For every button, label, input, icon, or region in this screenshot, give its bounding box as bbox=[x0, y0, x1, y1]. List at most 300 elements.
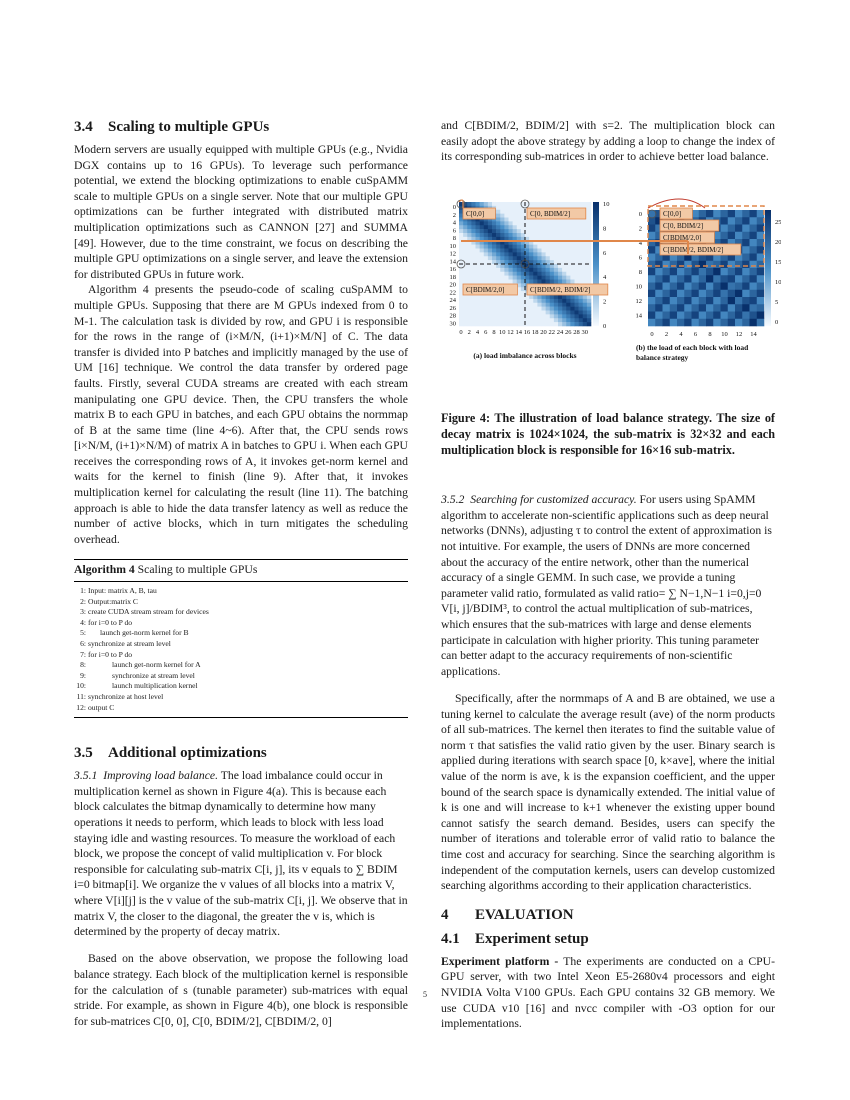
heatmap-cell bbox=[480, 280, 484, 284]
heatmap-cell bbox=[509, 225, 513, 229]
heatmap-cell bbox=[579, 314, 583, 318]
heatmap-cell bbox=[692, 283, 700, 291]
paragraph-tuning-kernel: Specifically, after the normmaps of A and B are obtained, we use a tuning kernel to calculate the average result (ave) of the norm products of all sub-matrices. The kernel then iterates to find the suitable value of norm τ that satisfies the valid ratio given by the user. Binary search is applied during iterations with search space [0, k×ave], where the initial value of the norm is ave, k is the expansion coefficient, and the upper bound of the search space is dynamically extended. The initial value of k is one and will increase to k+1 whenever the existing upper bound cannot satisfy the search demand. Besides, users can specify the number of iterations and tolerable error of valid ratio to balance the time cost and accuracy for searching. Since the searching algorithm is independent of the computation kernels, users can develop customized searching algorithms according to their application characteristics. bbox=[441, 692, 775, 893]
heatmap-cell bbox=[699, 304, 707, 312]
heatmap-cell bbox=[509, 276, 513, 280]
y-tick-label: 6 bbox=[638, 254, 642, 262]
heatmap-cell bbox=[517, 276, 521, 280]
heatmap-cell bbox=[476, 229, 480, 233]
heatmap-cell bbox=[492, 225, 496, 229]
right-column-lower bbox=[441, 410, 775, 1032]
heatmap-cell bbox=[742, 297, 750, 305]
heatmap-cell bbox=[509, 307, 513, 311]
x-tick-label: 8 bbox=[492, 329, 496, 336]
heatmap-cell bbox=[587, 221, 591, 225]
heatmap-cell bbox=[471, 221, 475, 225]
heatmap-cell bbox=[757, 290, 765, 298]
heatmap-cell bbox=[562, 295, 566, 299]
heatmap-cell bbox=[579, 225, 583, 229]
heatmap-cell bbox=[504, 272, 508, 276]
heatmap-cell bbox=[504, 249, 508, 253]
heatmap-cell bbox=[537, 221, 541, 225]
algorithm-line bbox=[74, 671, 408, 682]
section-heading-4-1 bbox=[441, 930, 775, 948]
heatmap-cell bbox=[542, 249, 546, 253]
heatmap-cell bbox=[480, 225, 484, 229]
heatmap-cell bbox=[742, 290, 750, 298]
heatmap-cell bbox=[663, 297, 671, 305]
heatmap-cell bbox=[533, 225, 537, 229]
heatmap-cell bbox=[562, 268, 566, 272]
heatmap-cell bbox=[648, 225, 656, 233]
heatmap-cell bbox=[480, 314, 484, 318]
heatmap-cell bbox=[467, 276, 471, 280]
heatmap-cell bbox=[463, 299, 467, 303]
heatmap-cell bbox=[728, 225, 736, 233]
heatmap-cell bbox=[546, 307, 550, 311]
x-tick-label: 18 bbox=[532, 329, 539, 336]
heatmap-cell bbox=[488, 233, 492, 237]
heatmap-cell bbox=[471, 252, 475, 256]
heatmap-cell bbox=[476, 303, 480, 307]
heatmap-cell bbox=[742, 225, 750, 233]
heatmap-cell bbox=[587, 272, 591, 276]
heatmap-cell bbox=[488, 299, 492, 303]
heatmap-cell bbox=[721, 261, 729, 269]
heatmap-cell bbox=[492, 303, 496, 307]
heatmap-cell bbox=[648, 254, 656, 262]
heatmap-cell bbox=[504, 280, 508, 284]
y-tick-label: 0 bbox=[452, 204, 456, 211]
heatmap-cell bbox=[517, 229, 521, 233]
heatmap-cell bbox=[463, 295, 467, 299]
heatmap-cell bbox=[513, 202, 517, 206]
x-tick-label: 16 bbox=[523, 329, 531, 336]
heatmap-cell bbox=[575, 307, 579, 311]
heatmap-cell bbox=[459, 252, 463, 256]
heatmap-cell bbox=[484, 318, 488, 322]
heatmap-cell bbox=[570, 245, 574, 249]
heatmap-cell bbox=[562, 272, 566, 276]
heatmap-cell bbox=[562, 276, 566, 280]
heatmap-cell bbox=[728, 232, 736, 240]
heatmap-cell bbox=[566, 280, 570, 284]
heatmap-cell bbox=[463, 318, 467, 322]
heatmap-cell bbox=[757, 304, 765, 312]
heatmap-cell bbox=[713, 261, 721, 269]
heatmap-cell bbox=[558, 229, 562, 233]
heatmap-cell bbox=[484, 221, 488, 225]
heatmap-cell bbox=[558, 303, 562, 307]
x-tick-label: 8 bbox=[708, 331, 712, 338]
x-tick-label: 24 bbox=[556, 329, 564, 336]
heatmap-cell bbox=[550, 303, 554, 307]
heatmap-cell bbox=[517, 318, 521, 322]
heatmap-cell bbox=[517, 256, 521, 260]
heatmap-cell bbox=[570, 233, 574, 237]
line-number: 2: bbox=[80, 596, 86, 606]
heatmap-cell bbox=[579, 264, 583, 268]
heatmap-cell bbox=[484, 272, 488, 276]
x-tick-label: 22 bbox=[548, 329, 555, 336]
heatmap-cell bbox=[517, 252, 521, 256]
heatmap-cell bbox=[558, 233, 562, 237]
matrix-tag: C[BDIM/2, BDIM/2] bbox=[663, 246, 724, 254]
heatmap-cell bbox=[579, 272, 583, 276]
heatmap-cell bbox=[546, 233, 550, 237]
heatmap-cell bbox=[463, 229, 467, 233]
heatmap-cell bbox=[496, 299, 500, 303]
x-tick-label: 2 bbox=[664, 331, 669, 338]
heatmap-cell bbox=[533, 268, 537, 272]
subfigure-caption-a: (a) load imbalance across blocks bbox=[473, 351, 577, 360]
heatmap-cell bbox=[484, 252, 488, 256]
heatmap-cell bbox=[537, 256, 541, 260]
heatmap-cell bbox=[721, 217, 729, 225]
heatmap-cell bbox=[480, 229, 484, 233]
heatmap-cell bbox=[509, 272, 513, 276]
heatmap-cell bbox=[480, 303, 484, 307]
heatmap-cell bbox=[471, 303, 475, 307]
heatmap-cell bbox=[513, 256, 517, 260]
heatmap-cell bbox=[583, 299, 587, 303]
heatmap-cell bbox=[509, 264, 513, 268]
section-title: Additional optimizations bbox=[108, 745, 267, 762]
heatmap-cell bbox=[648, 297, 656, 305]
heatmap-cell bbox=[513, 221, 517, 225]
heatmap-cell bbox=[537, 268, 541, 272]
heatmap-cell bbox=[558, 295, 562, 299]
heatmap-cell bbox=[492, 299, 496, 303]
figure-4 bbox=[441, 196, 781, 366]
heatmap-cell bbox=[648, 283, 656, 291]
heatmap-cell bbox=[492, 311, 496, 315]
heatmap-cell bbox=[554, 272, 558, 276]
heatmap-cell bbox=[509, 210, 513, 214]
y-tick-label: 14 bbox=[449, 258, 456, 266]
heatmap-cell bbox=[504, 295, 508, 299]
heatmap-cell bbox=[670, 297, 678, 305]
line-number: 5: bbox=[80, 628, 86, 638]
heatmap-cell bbox=[648, 319, 656, 327]
line-text: output C bbox=[88, 702, 115, 712]
heatmap-cell bbox=[550, 314, 554, 318]
heatmap-cell bbox=[670, 283, 678, 291]
heatmap-cell bbox=[500, 206, 504, 210]
heatmap-cell bbox=[537, 276, 541, 280]
heatmap-cell bbox=[533, 221, 537, 225]
algorithm-line bbox=[74, 703, 408, 714]
heatmap-cell bbox=[546, 280, 550, 284]
x-tick-label: 12 bbox=[507, 329, 514, 336]
line-number: 8: bbox=[80, 660, 86, 670]
heatmap-cell bbox=[496, 210, 500, 214]
heatmap-cell bbox=[537, 322, 541, 326]
heatmap-cell bbox=[566, 264, 570, 268]
heatmap-cell bbox=[575, 272, 579, 276]
heatmap-cell bbox=[480, 307, 484, 311]
line-text: synchronize at stream level bbox=[112, 670, 195, 680]
heatmap-cell bbox=[492, 322, 496, 326]
heatmap-cell bbox=[504, 307, 508, 311]
heatmap-cell bbox=[750, 225, 758, 233]
heatmap-cell bbox=[529, 225, 533, 229]
heatmap-cell bbox=[500, 218, 504, 222]
heatmap-cell bbox=[492, 249, 496, 253]
heatmap-cell bbox=[496, 252, 500, 256]
heatmap-cell bbox=[542, 229, 546, 233]
heatmap-cell bbox=[492, 295, 496, 299]
heatmap-cell bbox=[509, 245, 513, 249]
heatmap-cell bbox=[721, 304, 729, 312]
heatmap-cell bbox=[529, 322, 533, 326]
heatmap-cell bbox=[550, 229, 554, 233]
heatmap-cell bbox=[546, 272, 550, 276]
heatmap-cell bbox=[496, 218, 500, 222]
heatmap-cell bbox=[513, 303, 517, 307]
heatmap-cell bbox=[550, 225, 554, 229]
section-title: EVALUATION bbox=[475, 906, 574, 923]
heatmap-cell bbox=[484, 280, 488, 284]
heatmap-cell bbox=[471, 318, 475, 322]
heatmap-cell bbox=[750, 239, 758, 247]
heatmap-cell bbox=[550, 322, 554, 326]
heatmap-cell bbox=[476, 202, 480, 206]
line-text: launch multiplication kernel bbox=[112, 681, 198, 691]
heatmap-cell bbox=[533, 245, 537, 249]
heatmap-cell bbox=[570, 314, 574, 318]
heatmap-cell bbox=[579, 268, 583, 272]
heatmap-cell bbox=[757, 261, 765, 269]
heatmap-cell bbox=[546, 256, 550, 260]
heatmap-cell bbox=[480, 276, 484, 280]
heatmap-cell bbox=[500, 225, 504, 229]
heatmap-cell bbox=[575, 202, 579, 206]
algorithm-line bbox=[74, 692, 408, 703]
heatmap-cell bbox=[742, 319, 750, 327]
heatmap-cell bbox=[463, 256, 467, 260]
heatmap-cell bbox=[742, 239, 750, 247]
algorithm-line bbox=[74, 628, 408, 639]
heatmap-cell bbox=[587, 206, 591, 210]
heatmap-cell bbox=[500, 314, 504, 318]
heatmap-cell bbox=[496, 202, 500, 206]
y-tick-label: 4 bbox=[452, 219, 456, 227]
heatmap-cell bbox=[583, 295, 587, 299]
heatmap-cell bbox=[471, 276, 475, 280]
heatmap-cell bbox=[721, 312, 729, 320]
heatmap-cell bbox=[517, 295, 521, 299]
heatmap-cell bbox=[558, 272, 562, 276]
heatmap-cell bbox=[554, 307, 558, 311]
heatmap-cell bbox=[459, 318, 463, 322]
heatmap-cell bbox=[655, 290, 663, 298]
x-tick-label: 6 bbox=[693, 331, 698, 338]
heatmap-cell bbox=[513, 299, 517, 303]
colorbar-tick-label: 0 bbox=[603, 323, 607, 330]
heatmap-cell bbox=[750, 210, 758, 218]
section-title: Experiment setup bbox=[475, 930, 589, 947]
heatmap-cell bbox=[579, 229, 583, 233]
heatmap-cell bbox=[513, 295, 517, 299]
heatmap-cell bbox=[480, 249, 484, 253]
heatmap-cell bbox=[529, 252, 533, 256]
heatmap-cell bbox=[566, 272, 570, 276]
y-tick-label: 24 bbox=[449, 297, 456, 304]
heatmap-cell bbox=[500, 280, 504, 284]
heatmap-cell bbox=[488, 318, 492, 322]
heatmap-cell bbox=[492, 314, 496, 318]
heatmap-cell bbox=[504, 318, 508, 322]
heatmap-cell bbox=[587, 303, 591, 307]
heatmap-cell bbox=[517, 272, 521, 276]
heatmap-cell bbox=[750, 261, 758, 269]
heatmap-cell bbox=[583, 280, 587, 284]
algorithm-line bbox=[74, 660, 408, 671]
heatmap-cell bbox=[471, 322, 475, 326]
heatmap-cell bbox=[721, 319, 729, 327]
heatmap-cell bbox=[509, 268, 513, 272]
heatmap-cell bbox=[542, 276, 546, 280]
heatmap-cell bbox=[670, 304, 678, 312]
heatmap-cell bbox=[587, 276, 591, 280]
heatmap-cell bbox=[533, 303, 537, 307]
heatmap-cell bbox=[554, 245, 558, 249]
heatmap-cell bbox=[504, 206, 508, 210]
heatmap-cell bbox=[476, 252, 480, 256]
heatmap-cell bbox=[537, 280, 541, 284]
heatmap-cell bbox=[575, 299, 579, 303]
heatmap-cell bbox=[587, 233, 591, 237]
heatmap-cell bbox=[533, 276, 537, 280]
heatmap-cell bbox=[684, 297, 692, 305]
algorithm-title: Scaling to multiple GPUs bbox=[137, 563, 258, 577]
heatmap-cell bbox=[692, 261, 700, 269]
heatmap-cell bbox=[562, 280, 566, 284]
line-text: create CUDA stream stream for devices bbox=[88, 607, 209, 617]
heatmap-cell bbox=[750, 297, 758, 305]
colorbar-tick-label: 25 bbox=[775, 219, 781, 226]
heatmap-cell bbox=[513, 214, 517, 218]
heatmap-cell bbox=[509, 295, 513, 299]
heatmap-cell bbox=[513, 225, 517, 229]
heatmap-cell bbox=[496, 322, 500, 326]
heatmap-cell bbox=[488, 272, 492, 276]
heatmap-cell bbox=[533, 322, 537, 326]
heatmap-cell bbox=[467, 233, 471, 237]
heatmap-cell bbox=[529, 229, 533, 233]
heatmap-cell bbox=[471, 225, 475, 229]
heatmap-cell bbox=[484, 225, 488, 229]
y-tick-label: 0 bbox=[638, 211, 642, 218]
heatmap-cell bbox=[706, 210, 714, 218]
heatmap-cell bbox=[471, 249, 475, 253]
heatmap-cell bbox=[459, 307, 463, 311]
heatmap-cell bbox=[570, 307, 574, 311]
heatmap-cell bbox=[562, 314, 566, 318]
heatmap-cell bbox=[509, 322, 513, 326]
heatmap-cell bbox=[496, 295, 500, 299]
y-tick-label: 18 bbox=[449, 273, 456, 281]
heatmap-cell bbox=[728, 312, 736, 320]
heatmap-cell bbox=[554, 276, 558, 280]
matrix-tag: C[0,0] bbox=[466, 210, 485, 218]
heatmap-cell bbox=[525, 252, 529, 256]
heatmap-cell bbox=[471, 202, 475, 206]
heatmap-cell bbox=[562, 229, 566, 233]
heatmap-cell bbox=[496, 303, 500, 307]
heatmap-cell bbox=[537, 202, 541, 206]
heatmap-cell bbox=[562, 264, 566, 268]
heatmap-cell bbox=[728, 304, 736, 312]
heatmap-cell bbox=[735, 304, 743, 312]
heatmap-cell bbox=[750, 246, 758, 254]
heatmap-cell bbox=[706, 283, 714, 291]
heatmap-cell bbox=[492, 221, 496, 225]
heatmap-cell bbox=[550, 280, 554, 284]
heatmap-cell bbox=[533, 311, 537, 315]
heatmap-cell bbox=[504, 218, 508, 222]
heatmap-cell bbox=[484, 276, 488, 280]
heatmap-cell bbox=[550, 264, 554, 268]
heatmap-cell bbox=[570, 202, 574, 206]
heatmap-cell bbox=[467, 264, 471, 268]
heatmap-cell bbox=[517, 322, 521, 326]
heatmap-cell bbox=[570, 264, 574, 268]
matrix-tag: C[0,0] bbox=[663, 210, 682, 218]
heatmap-cell bbox=[471, 229, 475, 233]
heatmap-cell bbox=[558, 276, 562, 280]
heatmap-cell bbox=[550, 233, 554, 237]
heatmap-cell bbox=[558, 318, 562, 322]
heatmap-cell bbox=[562, 318, 566, 322]
heatmap-cell bbox=[566, 233, 570, 237]
heatmap-cell bbox=[546, 245, 550, 249]
heatmap-cell bbox=[533, 249, 537, 253]
heatmap-cell bbox=[509, 256, 513, 260]
heatmap-cell bbox=[587, 218, 591, 222]
heatmap-cell bbox=[562, 303, 566, 307]
heatmap-cell bbox=[750, 254, 758, 262]
subsection-number: 3.5.1 bbox=[74, 769, 98, 783]
heatmap-cell bbox=[500, 276, 504, 280]
heatmap-cell bbox=[579, 221, 583, 225]
heatmap-cell bbox=[496, 318, 500, 322]
heatmap-cell bbox=[554, 311, 558, 315]
heatmap-cell bbox=[533, 256, 537, 260]
heatmap-cell bbox=[558, 225, 562, 229]
heatmap-cell bbox=[583, 245, 587, 249]
heatmap-cell bbox=[575, 311, 579, 315]
heatmap-cell bbox=[500, 229, 504, 233]
heatmap-cell bbox=[554, 280, 558, 284]
heatmap-cell bbox=[496, 307, 500, 311]
heatmap-cell bbox=[525, 322, 529, 326]
heatmap-cell bbox=[750, 312, 758, 320]
heatmap-cell bbox=[484, 268, 488, 272]
heatmap-cell bbox=[488, 264, 492, 268]
heatmap-cell bbox=[757, 319, 765, 327]
heatmap-cell bbox=[566, 295, 570, 299]
heatmap-cell bbox=[533, 252, 537, 256]
y-tick-label: 12 bbox=[449, 250, 456, 258]
algorithm-line bbox=[74, 650, 408, 661]
heatmap-cell bbox=[570, 256, 574, 260]
matrix-tag: C[0, BDIM/2] bbox=[530, 210, 571, 218]
heatmap-cell bbox=[504, 214, 508, 218]
colorbar-tick-label: 2 bbox=[603, 298, 607, 306]
heatmap-cell bbox=[467, 318, 471, 322]
